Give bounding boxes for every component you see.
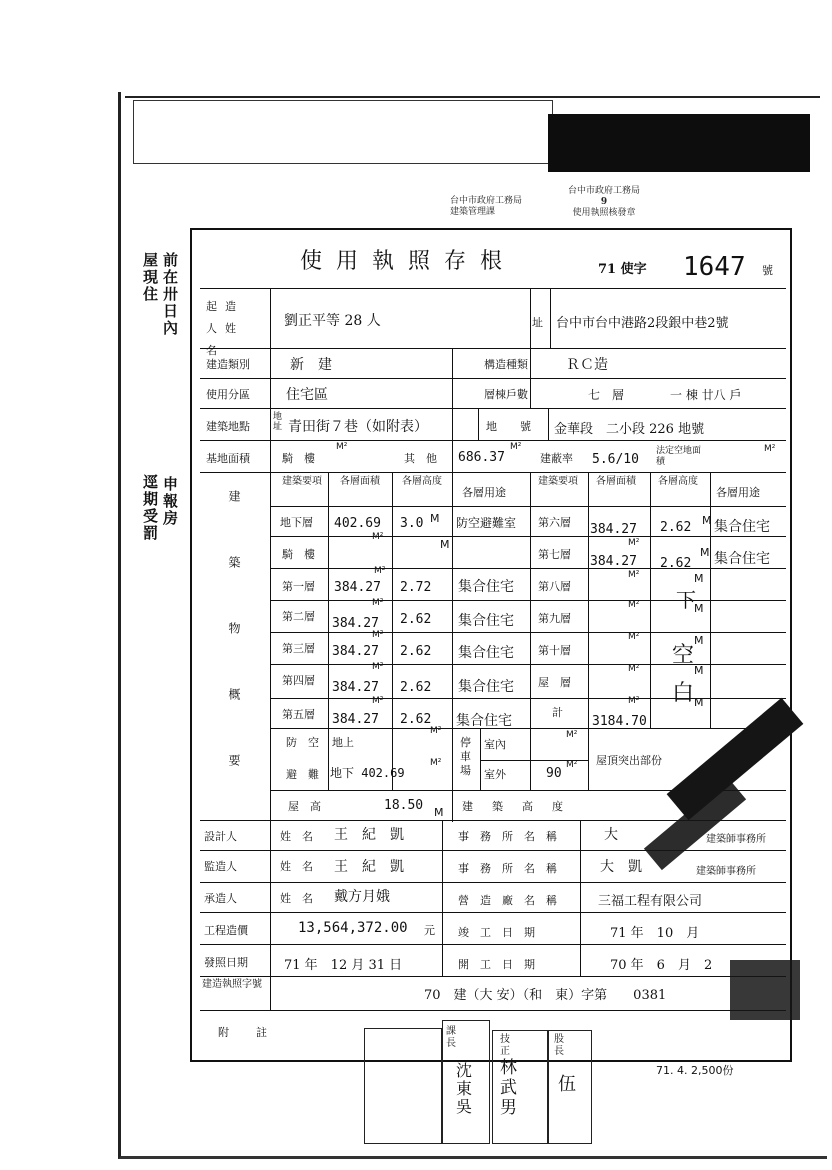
license-label: 建造執照字號 [202, 979, 262, 990]
other-value: 686.37 [458, 450, 505, 465]
shelter-below-value: 地下 402.69 [330, 766, 405, 780]
grid-line [270, 632, 786, 633]
grid-line [200, 408, 786, 409]
arcade-label: 騎 樓 [282, 452, 315, 465]
builder-value: 劉正平等 28 人 [284, 313, 381, 329]
contractor-label: 承造人 [204, 892, 237, 905]
completion-value: 71 年 10 月 [610, 926, 700, 941]
floor-name: 第十層 [538, 644, 571, 657]
grid-line [392, 472, 393, 790]
blank-mark: 白 [672, 681, 695, 706]
grid-line [650, 472, 651, 728]
floor-height: 3.0 [400, 516, 424, 531]
grid-line [480, 728, 481, 790]
grid-line [200, 912, 786, 913]
builder-label: 起造人姓名 [206, 300, 244, 357]
floor-height: 2.72 [400, 580, 432, 595]
unit-m: M [694, 602, 704, 615]
grid-line [270, 506, 786, 507]
seal-title: 技正 [500, 1034, 510, 1057]
unit-m: M [434, 806, 444, 819]
grid-line [530, 288, 531, 408]
floor-area: 402.69 [334, 516, 381, 531]
unit-m2: M² [372, 630, 384, 640]
designer-label: 設計人 [204, 830, 237, 843]
unit-m2: M² [566, 730, 578, 740]
grid-line [452, 348, 453, 822]
floor-area: 384.27 [332, 616, 379, 631]
header-use: 各層用途 [716, 486, 760, 499]
permit-number: 1647 [683, 252, 746, 282]
unit-m2: M² [510, 442, 522, 452]
floor-use: 集合住宅 [458, 679, 514, 695]
floor-name: 第六層 [538, 516, 571, 529]
redaction-block [548, 114, 810, 172]
floor-height: 2.62 [660, 520, 692, 535]
designer-name: 王 紀 凱 [334, 827, 404, 843]
unit-m2: M² [628, 664, 640, 674]
unit-m2: M² [764, 444, 776, 454]
stamp-line: 9 [600, 197, 608, 207]
shelter-label: 防 空 [286, 736, 319, 749]
location-label: 建築地點 [206, 420, 250, 433]
supervisor-office: 大 凱 [600, 859, 642, 875]
supervisor-office-tail: 建築師事務所 [696, 866, 756, 877]
designer-office-tail: 建築師事務所 [706, 834, 766, 845]
unit-m: M [702, 514, 712, 527]
seal-name: 伍 [558, 1074, 576, 1095]
header-height: 各層高度 [658, 476, 698, 487]
completion-label: 竣 工 日 期 [458, 926, 535, 939]
floor-name: 第五層 [282, 708, 315, 721]
floor-name: 第八層 [538, 580, 571, 593]
blank-label-box [133, 100, 553, 164]
floor-name: 計 [552, 706, 563, 719]
seal-title: 股長 [554, 1034, 564, 1057]
supervisor-label: 監造人 [204, 860, 237, 873]
stamp-line: 台中市政府工務局 [568, 186, 641, 196]
floors-value: 七 層 [588, 388, 625, 402]
floor-use: 集合住宅 [714, 551, 770, 567]
eaves-label: 屋 高 [288, 800, 321, 813]
unit-m2: M² [628, 600, 640, 610]
start-date-value: 70 年 6 月 2 [610, 958, 713, 973]
floor-area: 384.27 [334, 580, 381, 595]
unit-m: M [430, 512, 440, 525]
floor-name: 騎 樓 [282, 548, 315, 561]
scan-artifact [730, 960, 800, 1020]
stamp-line: 建築管理課 [450, 207, 496, 217]
license-value: 70 建（大 安）（和 東）字第 0381 [424, 988, 667, 1003]
stamp-line: 台中市政府工務局 [450, 196, 523, 206]
grid-line [200, 882, 786, 883]
grid-line [710, 472, 711, 728]
unit-m2: M² [430, 758, 442, 768]
structure-value: ＲＣ造 [566, 357, 608, 373]
grid-line [270, 728, 786, 729]
issue-date-label: 發照日期 [204, 956, 248, 969]
grid-line [442, 820, 443, 976]
side-text-col4: 申報房 [161, 476, 179, 527]
print-note: 71. 4. 2,500份 [656, 1064, 734, 1077]
designer-office: 大 [604, 827, 618, 843]
build-type-label: 建造類別 [206, 358, 250, 371]
floor-name: 地下層 [280, 516, 313, 529]
floor-use: 集合住宅 [456, 713, 512, 729]
top-border [125, 96, 820, 98]
unit-m: M [700, 546, 710, 559]
grid-line [200, 944, 786, 945]
grid-line [588, 472, 589, 728]
grid-line [270, 698, 786, 699]
grid-line [548, 408, 549, 440]
grid-line [200, 1010, 786, 1011]
floor-name: 第三層 [282, 642, 315, 655]
eaves-value: 18.50 [384, 798, 424, 813]
blank-mark: 空 [672, 643, 695, 668]
remarks-label: 附 註 [218, 1026, 275, 1039]
grid-line [200, 288, 786, 289]
location-sub-label: 地址 [273, 412, 283, 432]
unit-m2: M² [336, 442, 348, 452]
contractor-name: 戴方月娥 [334, 889, 390, 905]
floor-use: 集合住宅 [458, 613, 514, 629]
floor-area: 384.27 [590, 522, 637, 537]
grid-line [480, 760, 588, 761]
floor-name: 第一層 [282, 580, 315, 593]
header-height: 各層高度 [402, 476, 442, 487]
seal-box [364, 1028, 442, 1144]
floor-name: 第四層 [282, 674, 315, 687]
form-title: 使用執照存根 [300, 249, 517, 274]
name-label: 姓 名 [280, 830, 313, 843]
unit-m: M [694, 696, 704, 709]
zone-label: 使用分區 [206, 388, 250, 401]
floor-use: 集合住宅 [458, 645, 514, 661]
grid-line [200, 348, 786, 349]
floor-height: 2.62 [660, 556, 692, 571]
unit-m2: M² [628, 570, 640, 580]
unit-m2: M² [372, 598, 384, 608]
unit-m: M [694, 572, 704, 585]
grid-line [270, 536, 786, 537]
other-label: 其 他 [404, 452, 437, 465]
roof-protrusion-label: 屋頂突出部份 [596, 754, 662, 767]
unit-m2: M² [566, 760, 578, 770]
office-label: 事 務 所 名 稱 [458, 862, 557, 875]
grid-line [270, 600, 786, 601]
blank-mark: 下 [676, 588, 696, 612]
header-items: 建築要項 [282, 476, 322, 487]
unit-m: M [694, 634, 704, 647]
floor-area: 384.27 [332, 712, 379, 727]
floor-area: 384.27 [590, 554, 637, 569]
office-label: 事 務 所 名 稱 [458, 830, 557, 843]
unit-m: M [440, 538, 450, 551]
supervisor-name: 王 紀 凱 [334, 859, 404, 875]
contractor-factory: 三福工程有限公司 [598, 894, 703, 909]
floor-use: 防空避難室 [456, 516, 517, 530]
floor-name: 屋 層 [538, 676, 571, 689]
parking-outdoor-value: 90 [546, 766, 562, 781]
header-area: 各層面積 [596, 476, 636, 487]
address-value: 台中市台中港路2段銀中巷2號 [556, 316, 729, 331]
location-value: 青田街７巷（如附表） [288, 419, 428, 435]
lot-value: 金華段 二小段 226 地號 [554, 422, 705, 437]
floor-use: 集合住宅 [458, 579, 514, 595]
coverage-value: 5.6/10 [592, 452, 639, 467]
unit-m2: M² [372, 662, 384, 672]
seal-title: 課長 [446, 1026, 456, 1049]
factory-label: 營 造 廠 名 稱 [458, 894, 557, 907]
permit-suffix: 號 [762, 264, 773, 277]
grid-line [270, 568, 786, 569]
unit-m2: M² [430, 726, 442, 736]
name-label: 姓 名 [280, 892, 313, 905]
agency-stamp-left [450, 196, 522, 218]
cost-unit: 元 [424, 924, 435, 937]
floor-height: 2.62 [400, 680, 432, 695]
grid-line [270, 288, 271, 1010]
floor-use: 集合住宅 [714, 519, 770, 535]
side-text-col3: 逕期受罰 [141, 474, 159, 542]
floors-label: 層棟戶數 [484, 388, 528, 401]
grid-line [200, 440, 786, 441]
unit-m: M [694, 664, 704, 677]
floor-height: 2.62 [400, 644, 432, 659]
structure-label: 構造種類 [484, 358, 528, 371]
header-area: 各層面積 [340, 476, 380, 487]
grid-line [328, 472, 329, 790]
build-type-value: 新 建 [290, 357, 332, 373]
unit-m2: M² [372, 696, 384, 706]
grid-line [200, 378, 786, 379]
grid-line [550, 288, 551, 348]
name-label: 姓 名 [280, 860, 313, 873]
parking-outdoor: 室外 [484, 768, 506, 781]
cost-label: 工程造價 [204, 924, 248, 937]
unit-m2: M² [628, 538, 640, 548]
header-items: 建築要項 [538, 476, 578, 487]
building-section-label: 建築物概要 [227, 490, 241, 820]
floor-area: 384.27 [332, 644, 379, 659]
permit-prefix: 71 使字 [598, 262, 647, 277]
floor-name: 第七層 [538, 548, 571, 561]
cost-value: 13,564,372.00 [298, 920, 408, 936]
grid-line [478, 408, 479, 440]
seal-name: 沈東吳 [456, 1061, 473, 1116]
floor-area: 384.27 [332, 680, 379, 695]
issue-date-value: 71 年 12 月 31 日 [284, 958, 403, 973]
side-text-col2: 屋現住 [141, 252, 159, 303]
grid-line [580, 820, 581, 976]
units-value: 一 棟 廿八 戶 [670, 388, 742, 402]
lot-label: 地 號 [486, 420, 537, 433]
unit-m2: M² [372, 532, 384, 542]
open-space-label: 法定空地面積 [656, 446, 702, 467]
floor-name: 第九層 [538, 612, 571, 625]
floor-height: 2.62 [400, 712, 432, 727]
parking-indoor: 室內 [484, 738, 506, 751]
unit-m2: M² [374, 566, 386, 576]
floor-height: 2.62 [400, 612, 432, 627]
parking-label: 停車場 [460, 736, 471, 777]
grid-line [200, 976, 786, 977]
seal-name: 林武男 [500, 1058, 517, 1118]
start-date-label: 開 工 日 期 [458, 958, 535, 971]
zone-value: 住宅區 [286, 387, 328, 403]
shelter-above: 地上 [332, 736, 354, 749]
grid-line [200, 850, 786, 851]
floor-area-total: 3184.70 [592, 714, 647, 729]
unit-m2: M² [628, 632, 640, 642]
coverage-label: 建蔽率 [540, 452, 573, 465]
building-height-label: 建 築 高 度 [462, 800, 567, 813]
grid-line [588, 728, 589, 790]
header-use: 各層用途 [462, 486, 506, 499]
grid-line [200, 472, 786, 473]
shelter-below-label: 避 難 [286, 768, 319, 781]
side-text-col1: 前在卅日內 [161, 252, 179, 337]
site-area-label: 基地面積 [206, 452, 250, 465]
grid-line [530, 728, 531, 790]
grid-line [270, 664, 786, 665]
address-label: 址 [532, 316, 543, 329]
stamp-line: 使用執照核發章 [572, 208, 636, 218]
floor-name: 第二層 [282, 610, 315, 623]
agency-stamp-right [568, 186, 640, 219]
grid-line [530, 472, 531, 728]
unit-m2: M² [628, 696, 640, 706]
